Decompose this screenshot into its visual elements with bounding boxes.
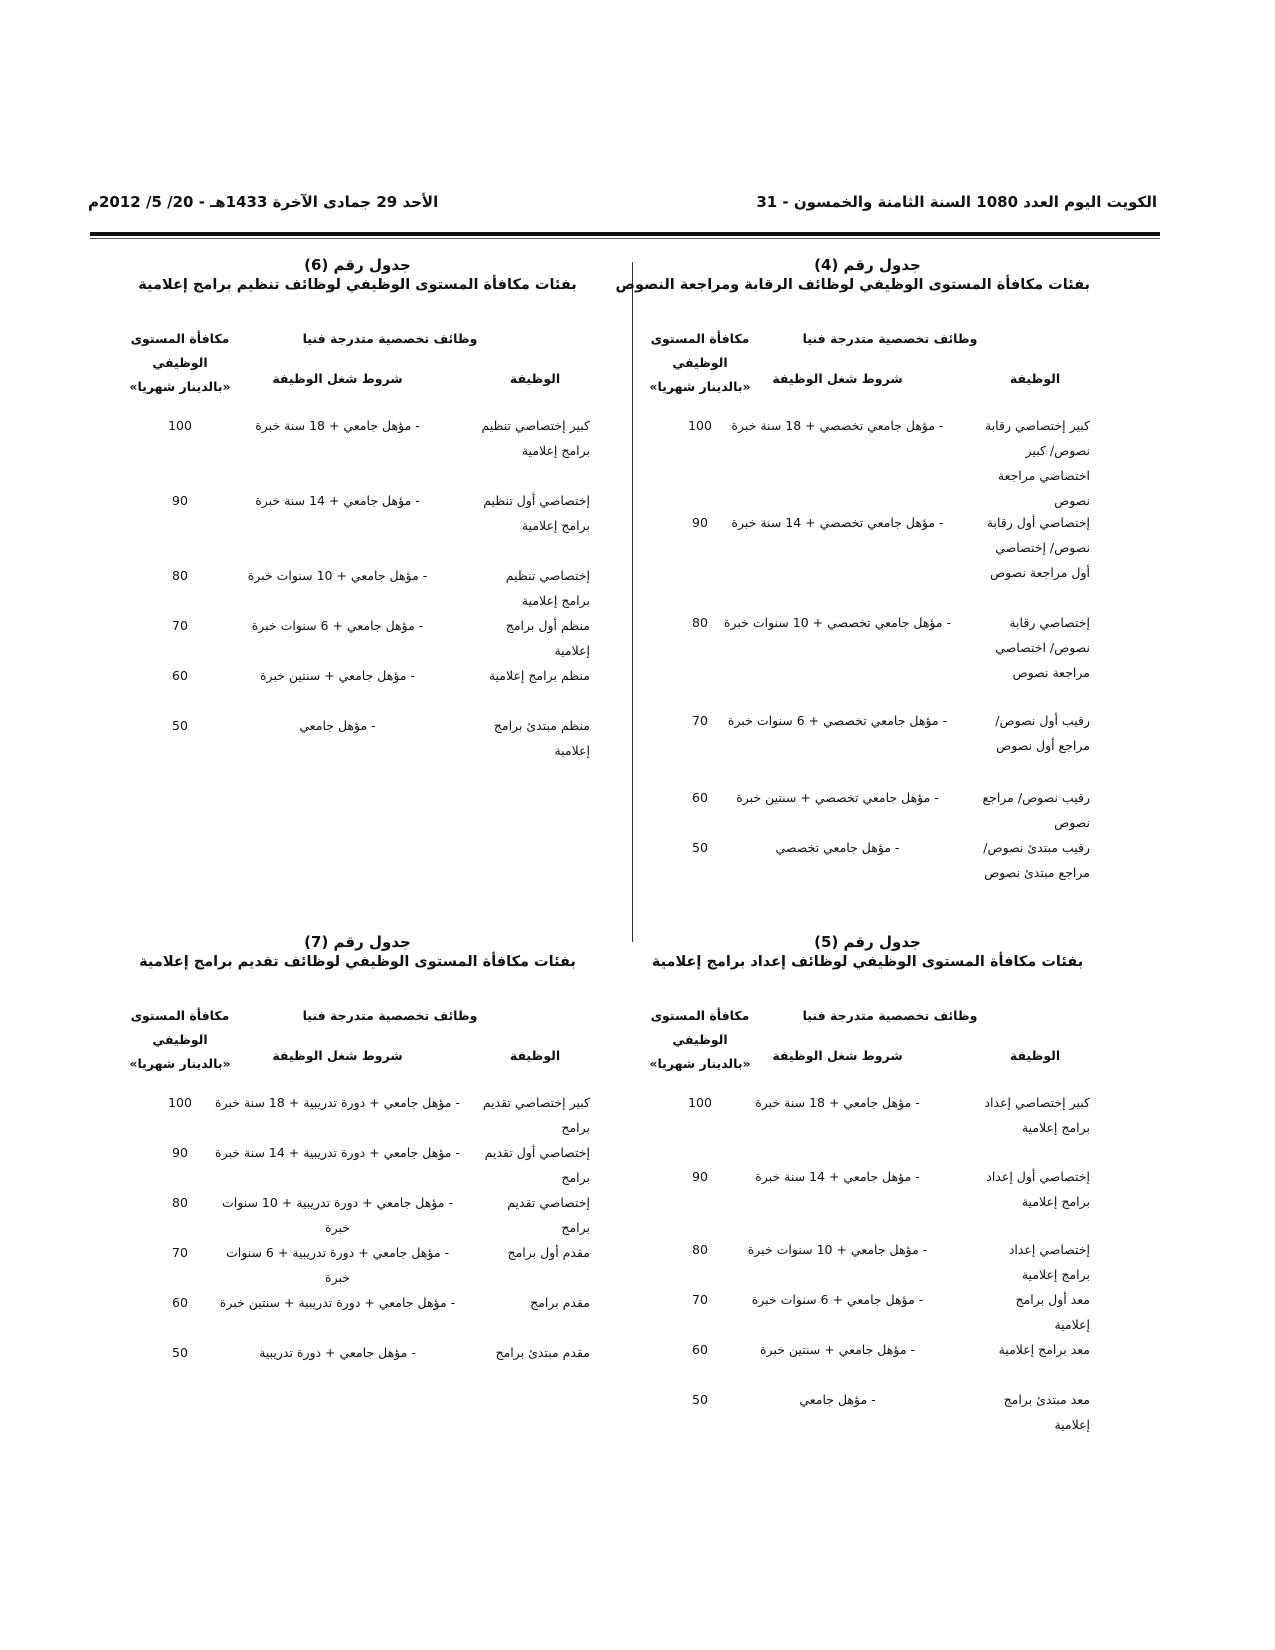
job-title: رقيب نصوص/ مراجع نصوص bbox=[982, 790, 1090, 830]
table-title: جدول رقم (5) bbox=[814, 933, 921, 951]
job-condition: - مؤهل جامعي + دورة تدريبية + 18 سنة خبرة bbox=[215, 1095, 460, 1110]
col-cond-header: شروط شغل الوظيفة bbox=[272, 1048, 403, 1063]
grade-value: 90 bbox=[172, 1145, 188, 1160]
column-divider bbox=[632, 262, 633, 942]
job-condition: - مؤهل جامعي + 10 سنوات خبرة bbox=[247, 568, 428, 583]
grade-value: 100 bbox=[168, 418, 192, 433]
job-title: معد مبتدئ برامج إعلامية bbox=[1003, 1392, 1090, 1432]
job-title: إختصاصي إعداد برامج إعلامية bbox=[1008, 1242, 1090, 1282]
job-condition: - مؤهل جامعي تخصصي + 10 سنوات خبرة bbox=[723, 615, 952, 630]
job-condition: - مؤهل جامعي + دورة تدريبية + 10 سنوات خبرة bbox=[222, 1195, 453, 1235]
job-title: رقيب أول نصوص/ مراجع أول نصوص bbox=[995, 713, 1090, 753]
grade-value: 70 bbox=[692, 1292, 708, 1307]
col-grade-header: مكافأة المستوى الوظيفي «بالدينار شهريا» bbox=[129, 1008, 231, 1071]
job-title: كبير إختصاصي تقديم برامج bbox=[482, 1095, 590, 1135]
grade-value: 80 bbox=[692, 615, 708, 630]
grade-value: 80 bbox=[692, 1242, 708, 1257]
job-condition: - مؤهل جامعي تخصصي + 6 سنوات خبرة bbox=[727, 713, 948, 728]
job-title: معد أول برامج إعلامية bbox=[1015, 1292, 1090, 1332]
grade-value: 80 bbox=[172, 568, 188, 583]
col-title-header: الوظيفة bbox=[509, 1048, 561, 1063]
job-title: إختصاصي أول تقديم برامج bbox=[484, 1145, 590, 1185]
job-condition: - مؤهل جامعي + دورة تدريبية + 6 سنوات خبرة bbox=[225, 1245, 450, 1285]
job-condition: - مؤهل جامعي + دورة تدريبية bbox=[259, 1345, 416, 1360]
group-header: وظائف تخصصية متدرجة فنيا bbox=[802, 331, 978, 346]
col-grade-header: مكافأة المستوى الوظيفي «بالدينار شهريا» bbox=[129, 331, 231, 394]
col-cond-header: شروط شغل الوظيفة bbox=[272, 371, 403, 386]
job-condition: - مؤهل جامعي تخصصي + 14 سنة خبرة bbox=[731, 515, 944, 530]
table-4 bbox=[615, 255, 1090, 920]
table-subtitle: بفئات مكافأة المستوى الوظيفي لوظائف الرقابة ومراجعة النصوص bbox=[615, 277, 1090, 293]
header-rule-thin bbox=[90, 238, 1160, 239]
table-title: جدول رقم (6) bbox=[304, 256, 411, 274]
grade-value: 100 bbox=[688, 1095, 712, 1110]
grade-value: 50 bbox=[692, 840, 708, 855]
table-subtitle: بفئات مكافأة المستوى الوظيفي لوظائف تنظيم برامج إعلامية bbox=[138, 277, 577, 293]
job-title: معد برامج إعلامية bbox=[998, 1342, 1090, 1357]
grade-value: 50 bbox=[172, 1345, 188, 1360]
col-grade-header: مكافأة المستوى الوظيفي «بالدينار شهريا» bbox=[649, 1008, 751, 1071]
job-condition: - مؤهل جامعي + دورة تدريبية + 14 سنة خبرة bbox=[215, 1145, 460, 1160]
col-cond-header: شروط شغل الوظيفة bbox=[772, 1048, 903, 1063]
job-title: كبير إختصاصي رقابة نصوص/ كبير اختصاصي مراجعة نصوص bbox=[985, 418, 1090, 508]
grade-value: 90 bbox=[172, 493, 188, 508]
grade-value: 50 bbox=[172, 718, 188, 733]
grade-value: 50 bbox=[692, 1392, 708, 1407]
grade-value: 90 bbox=[692, 1169, 708, 1184]
job-title: إختصاصي تنظيم برامج إعلامية bbox=[505, 568, 590, 608]
grade-value: 80 bbox=[172, 1195, 188, 1210]
job-condition: - مؤهل جامعي + 18 سنة خبرة bbox=[255, 418, 420, 433]
job-condition: - مؤهل جامعي bbox=[799, 1392, 876, 1407]
job-title: كبير إختصاصي تنظيم برامج إعلامية bbox=[481, 418, 590, 458]
grade-value: 90 bbox=[692, 515, 708, 530]
group-header: وظائف تخصصية متدرجة فنيا bbox=[302, 331, 478, 346]
job-condition: - مؤهل جامعي تخصصي + سنتين خبرة bbox=[736, 790, 939, 805]
job-condition: - مؤهل جامعي + دورة تدريبية + سنتين خبرة bbox=[219, 1295, 456, 1310]
job-title: مقدم مبتدئ برامج bbox=[495, 1345, 590, 1360]
job-title: مقدم أول برامج bbox=[507, 1245, 590, 1260]
job-title: إختصاصي أول إعداد برامج إعلامية bbox=[986, 1169, 1090, 1209]
job-condition: - مؤهل جامعي + 14 سنة خبرة bbox=[755, 1169, 920, 1184]
job-condition: - مؤهل جامعي + 6 سنوات خبرة bbox=[751, 1292, 924, 1307]
job-condition: - مؤهل جامعي تخصصي bbox=[775, 840, 900, 855]
col-grade-header: مكافأة المستوى الوظيفي «بالدينار شهريا» bbox=[649, 331, 751, 394]
job-condition: - مؤهل جامعي + 6 سنوات خبرة bbox=[251, 618, 424, 633]
job-title: إختصاصي تقديم برامج bbox=[507, 1195, 590, 1235]
grade-value: 60 bbox=[692, 790, 708, 805]
group-header: وظائف تخصصية متدرجة فنيا bbox=[802, 1008, 978, 1023]
table-5 bbox=[645, 932, 1090, 1442]
table-subtitle: بفئات مكافأة المستوى الوظيفي لوظائف تقديم برامج إعلامية bbox=[139, 954, 576, 970]
job-condition: - مؤهل جامعي + سنتين خبرة bbox=[260, 668, 415, 683]
col-title-header: الوظيفة bbox=[1009, 371, 1061, 386]
grade-value: 60 bbox=[172, 668, 188, 683]
job-condition: - مؤهل جامعي + 18 سنة خبرة bbox=[755, 1095, 920, 1110]
table-7 bbox=[125, 932, 590, 1402]
table-title: جدول رقم (7) bbox=[304, 933, 411, 951]
job-condition: - مؤهل جامعي + سنتين خبرة bbox=[760, 1342, 915, 1357]
grade-value: 70 bbox=[172, 618, 188, 633]
job-title: منظم أول برامج إعلامية bbox=[505, 618, 590, 658]
grade-value: 60 bbox=[692, 1342, 708, 1357]
grade-value: 100 bbox=[168, 1095, 192, 1110]
job-title: منظم برامج إعلامية bbox=[488, 668, 590, 683]
job-condition: - مؤهل جامعي bbox=[299, 718, 376, 733]
header-date: الأحد 29 جمادى الآخرة 1433هـ - 20/ 5/ 2012م bbox=[88, 193, 439, 211]
grade-value: 100 bbox=[688, 418, 712, 433]
grade-value: 70 bbox=[692, 713, 708, 728]
job-title: إختصاصي أول تنظيم برامج إعلامية bbox=[483, 493, 590, 533]
table-6 bbox=[125, 255, 590, 775]
page-header bbox=[88, 193, 1157, 223]
job-title: إختصاصي أول رقابة نصوص/ إختصاصي أول مراجعة نصوص bbox=[986, 515, 1090, 580]
job-title: منظم مبتدئ برامج إعلامية bbox=[493, 718, 590, 758]
header-rule bbox=[90, 232, 1160, 236]
group-header: وظائف تخصصية متدرجة فنيا bbox=[302, 1008, 478, 1023]
job-title: رقيب مبتدئ نصوص/ مراجع مبتدئ نصوص bbox=[983, 840, 1090, 880]
col-title-header: الوظيفة bbox=[509, 371, 561, 386]
grade-value: 70 bbox=[172, 1245, 188, 1260]
col-cond-header: شروط شغل الوظيفة bbox=[772, 371, 903, 386]
table-subtitle: بفئات مكافأة المستوى الوظيفي لوظائف إعداد برامج إعلامية bbox=[651, 954, 1084, 970]
grade-value: 60 bbox=[172, 1295, 188, 1310]
job-title: كبير إختصاصي إعداد برامج إعلامية bbox=[984, 1095, 1090, 1135]
job-condition: - مؤهل جامعي تخصصي + 18 سنة خبرة bbox=[731, 418, 944, 433]
header-issue-info: الكويت اليوم العدد 1080 السنة الثامنة والخمسون - 31 bbox=[756, 193, 1157, 211]
job-title: مقدم برامج bbox=[530, 1295, 590, 1310]
job-condition: - مؤهل جامعي + 14 سنة خبرة bbox=[255, 493, 420, 508]
col-title-header: الوظيفة bbox=[1009, 1048, 1061, 1063]
table-title: جدول رقم (4) bbox=[814, 256, 921, 274]
job-title: إختصاصي رقابة نصوص/ اختصاصي مراجعة نصوص bbox=[995, 615, 1090, 680]
job-condition: - مؤهل جامعي + 10 سنوات خبرة bbox=[747, 1242, 928, 1257]
